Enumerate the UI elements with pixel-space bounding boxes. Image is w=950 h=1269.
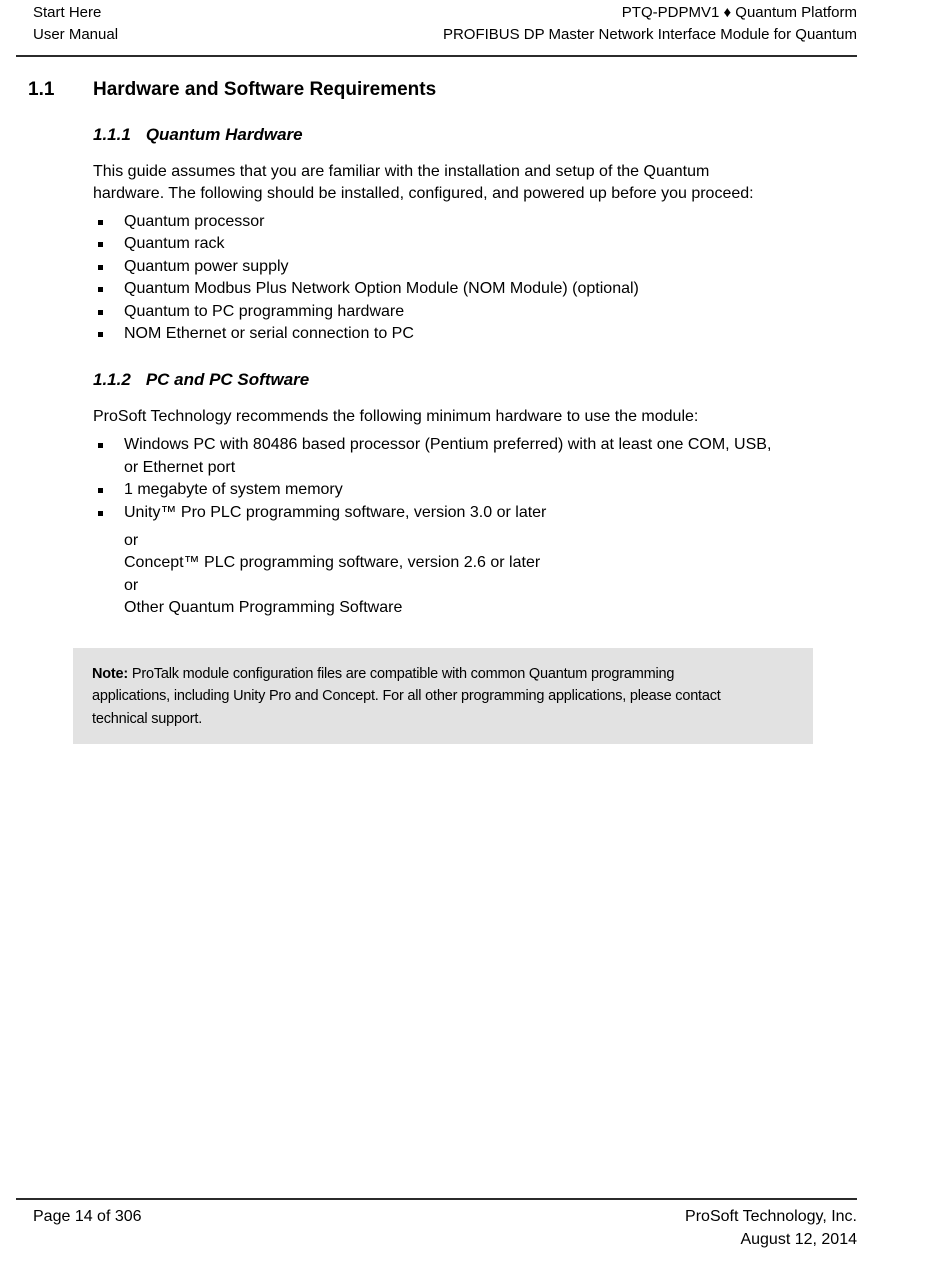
list-item	[93, 233, 783, 255]
note-text: ProTalk module configuration files are compatible with common Quantum programming applications, including Unity Pro and Concept. For all other programming applications, please contact technical support.	[92, 665, 721, 727]
square-bullet-icon	[98, 511, 103, 516]
subsection-software-heading	[93, 371, 783, 389]
alternative-line	[124, 530, 783, 552]
footer-divider	[16, 1198, 857, 1200]
list-item-text: NOM Ethernet or serial connection to PC	[124, 325, 414, 343]
square-bullet-icon	[98, 443, 103, 448]
list-item-text: Windows PC with 80486 based processor (Pentium preferred) with at least one COM, USB, or Ethernet port	[124, 436, 772, 476]
list-item	[93, 256, 783, 278]
subsection-hardware-heading	[93, 126, 783, 144]
list-item-text: Quantum to PC programming hardware	[124, 302, 405, 320]
list-item	[93, 434, 783, 479]
list-item	[93, 211, 783, 233]
list-item	[93, 301, 783, 323]
list-item	[93, 323, 783, 345]
square-bullet-icon	[98, 242, 103, 247]
page-header	[33, 2, 857, 46]
section-body	[93, 126, 783, 744]
square-bullet-icon	[98, 332, 103, 337]
software-bullet-list	[93, 434, 783, 524]
footer-row	[16, 1205, 857, 1251]
software-alternatives	[93, 530, 783, 620]
list-item-text: Unity™ Pro PLC programming software, version 3.0 or later	[124, 503, 547, 521]
square-bullet-icon	[98, 287, 103, 292]
main-content	[28, 79, 857, 744]
subsection-software-number: 1.1.2	[93, 370, 131, 390]
manual-page	[0, 2, 950, 1269]
alternative-line-text: Other Quantum Programming Software	[124, 599, 403, 617]
list-item-text: 1 megabyte of system memory	[124, 481, 343, 499]
footer-date: August 12, 2014	[740, 1231, 857, 1248]
header-product: PTQ-PDPMV1 ♦ Quantum Platform	[621, 4, 857, 21]
header-doc-type: User Manual	[33, 26, 119, 43]
hardware-bullet-list	[93, 211, 783, 345]
header-product-description: PROFIBUS DP Master Network Interface Module for Quantum	[442, 26, 857, 43]
list-item-text: Quantum power supply	[124, 257, 289, 275]
header-doc-section: Start Here	[33, 4, 102, 21]
square-bullet-icon	[98, 310, 103, 315]
list-item-text: Quantum rack	[124, 235, 225, 253]
subsection-hardware-number: 1.1.1	[93, 125, 131, 144]
section-heading	[28, 80, 857, 100]
footer-right	[685, 1205, 857, 1251]
alternative-line	[124, 575, 783, 597]
header-right	[443, 2, 857, 46]
alternative-line	[124, 597, 783, 619]
note-box	[73, 648, 813, 745]
subsection-hardware-title: Quantum Hardware	[145, 125, 303, 144]
section-number: 1.1	[28, 79, 55, 100]
section-title: Hardware and Software Requirements	[93, 79, 437, 100]
note-label: Note:	[92, 665, 129, 682]
square-bullet-icon	[98, 265, 103, 270]
footer-page-info: Page 14 of 306	[33, 1208, 142, 1225]
page-footer	[16, 1198, 857, 1251]
hardware-intro-paragraph: This guide assumes that you are familiar with the installation and setup of the Quantum hardware. The following should be installed, configured, and powered up before you proceed:	[93, 163, 754, 202]
list-item	[93, 502, 783, 524]
alternative-line-text: or	[124, 532, 139, 550]
list-item	[93, 479, 783, 501]
footer-company: ProSoft Technology, Inc.	[685, 1208, 857, 1225]
alternative-line	[124, 552, 783, 574]
alternative-line-text: Concept™ PLC programming software, version 2.6 or later	[124, 554, 541, 572]
list-item-text: Quantum processor	[124, 213, 265, 230]
software-intro-paragraph: ProSoft Technology recommends the following minimum hardware to use the module:	[93, 408, 699, 426]
subsection-software-title: PC and PC Software	[145, 370, 310, 390]
header-left	[33, 2, 118, 46]
square-bullet-icon	[98, 220, 103, 225]
alternative-line-text: or	[124, 576, 139, 594]
list-item	[93, 278, 783, 300]
header-divider	[16, 55, 857, 57]
square-bullet-icon	[98, 488, 103, 493]
list-item-text: Quantum Modbus Plus Network Option Module (NOM Module) (optional)	[124, 280, 639, 298]
